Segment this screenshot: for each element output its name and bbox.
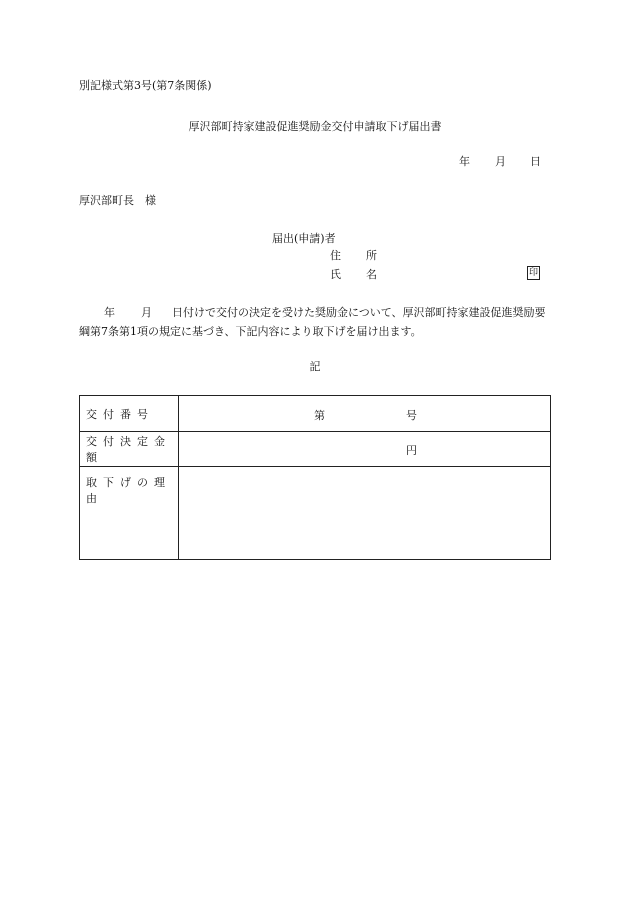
grant-amount-label: 交付決定金額 xyxy=(80,432,179,467)
applicant-heading: 届出(申請)者 xyxy=(272,232,336,245)
grant-number-label: 交付番号 xyxy=(80,396,179,432)
details-table xyxy=(79,395,551,560)
name-label-1: 氏 xyxy=(330,268,341,281)
document-title: 厚沢部町持家建設促進奨励金交付申請取下げ届出書 xyxy=(188,120,442,133)
grant-number-suffix: 号 xyxy=(406,409,417,422)
grant-amount-unit: 円 xyxy=(406,444,417,457)
date-day: 日 xyxy=(530,155,541,168)
addressee: 厚沢部町長 様 xyxy=(79,194,156,207)
name-label-2: 名 xyxy=(366,268,377,281)
body-text: 日付けで交付の決定を受けた奨励金について、厚沢部町持家建設促進奨励要綱第7条第1項の規定に基づき、下記内容により取下げを届け出ます。 xyxy=(79,306,546,338)
address-label-2: 所 xyxy=(366,249,377,262)
date-month: 月 xyxy=(495,155,506,168)
table-row xyxy=(80,396,551,432)
seal-mark: 印 xyxy=(528,268,538,278)
table-row xyxy=(80,432,551,467)
address-label-1: 住 xyxy=(330,249,341,262)
grant-number-value[interactable] xyxy=(179,396,551,432)
body-paragraph xyxy=(79,303,554,341)
withdrawal-reason-label: 取下げの理由 xyxy=(80,467,179,560)
ki-heading: 記 xyxy=(309,360,321,373)
body-month: 月 xyxy=(141,306,152,319)
grant-amount-value[interactable] xyxy=(179,432,551,467)
form-number: 別記様式第3号(第7条関係) xyxy=(79,79,212,92)
body-year: 年 xyxy=(104,306,115,319)
grant-number-prefix: 第 xyxy=(314,409,325,422)
date-year: 年 xyxy=(459,155,470,168)
withdrawal-reason-value[interactable] xyxy=(179,467,551,560)
table-row xyxy=(80,467,551,560)
